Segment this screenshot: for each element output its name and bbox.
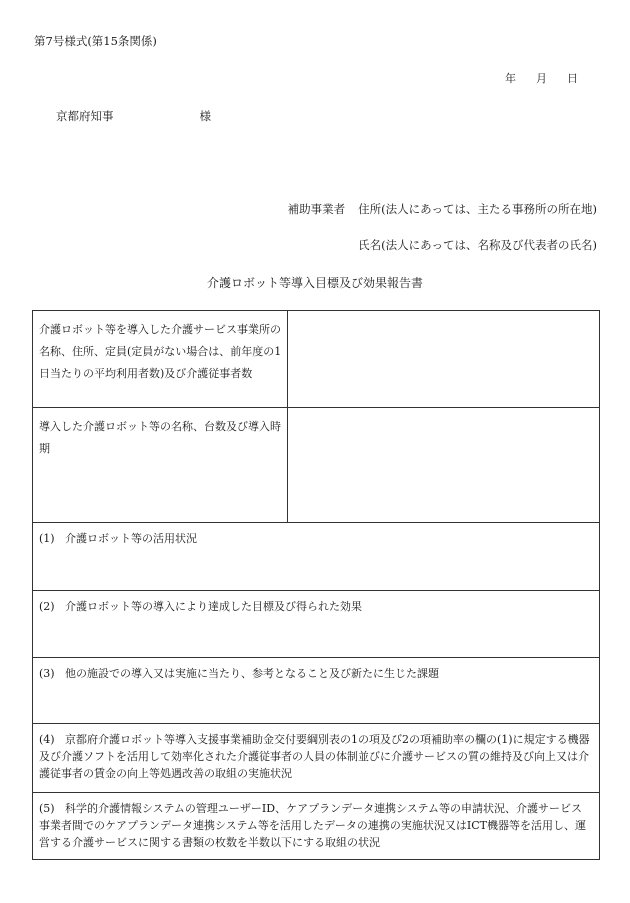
item-3-number: (3) — [39, 667, 55, 680]
date-year-label: 年 — [505, 72, 516, 85]
item-1-number: (1) — [39, 532, 55, 545]
date-day-label: 日 — [567, 72, 578, 85]
item-2-number: (2) — [39, 600, 55, 613]
addressee-name: 京都府知事 — [56, 109, 114, 123]
staffing-efficiency-cell[interactable] — [33, 724, 600, 793]
applicant-address-line — [288, 204, 597, 216]
applicant-label: 補助事業者 — [287, 202, 346, 216]
item-2-text: 介護ロボット等の導入により達成した目標及び得られた効果 — [65, 600, 362, 613]
date-line — [505, 73, 578, 84]
date-month-label: 月 — [536, 72, 547, 85]
achieved-goals-cell[interactable] — [33, 591, 600, 658]
item-4-number: (4) — [39, 733, 55, 746]
addressee-suffix: 様 — [199, 109, 211, 123]
item-2 — [33, 591, 599, 615]
address-label: 住所(法人にあっては、主たる事務所の所在地) — [358, 202, 597, 216]
item-5-number: (5) — [39, 802, 55, 815]
item-4-text: 京都府介護ロボット等導入支援事業補助金交付要綱別表の1の項及び2の項補助率の欄の(1)に規定する機器及び介護ソフトを活用して効率化された介護従事者の人員の体制並びに介護サービスの質の維持及び向上又は介護従事者の賃金の向上等処遇改善の取組の実施状況 — [39, 733, 590, 780]
facility-info-label-cell — [33, 311, 288, 408]
table-row — [33, 658, 600, 724]
table-row — [33, 311, 600, 408]
addressee — [56, 111, 211, 123]
robot-info-label-cell — [33, 408, 288, 523]
facility-info-input-cell[interactable] — [288, 311, 600, 408]
reference-issues-cell[interactable] — [33, 658, 600, 724]
item-4 — [33, 724, 599, 782]
table-row — [33, 724, 600, 793]
form-number: 第7号様式(第15条関係) — [34, 34, 157, 48]
table-row — [33, 793, 600, 860]
robot-info-label: 導入した介護ロボット等の名称、台数及び導入時期 — [39, 420, 281, 455]
utilization-status-cell[interactable] — [33, 523, 600, 591]
applicant-name-line: 氏名(法人にあっては、名称及び代表者の氏名) — [358, 238, 597, 252]
data-linkage-cell[interactable] — [33, 793, 600, 860]
table-row — [33, 523, 600, 591]
item-1 — [33, 523, 599, 547]
item-3 — [33, 658, 599, 682]
facility-info-label: 介護ロボット等を導入した介護サービス事業所の名称、住所、定員(定員がない場合は、前年度の1日当たりの平均利用者数)及び介護従事者数 — [39, 323, 282, 380]
document-title: 介護ロボット等導入目標及び効果報告書 — [206, 276, 423, 290]
table-row — [33, 408, 600, 523]
item-5-text: 科学的介護情報システムの管理ユーザーID、ケアプランデータ連携システム等の申請状況、介護サービス事業者間でのケアプランデータ連携システム等を活用したデータの連携の実施状況又はICT機器等を活用し、運営する介護サービスに関する書類の枚数を半数以下にする取組の状況 — [39, 802, 586, 849]
item-5 — [33, 793, 599, 851]
item-1-text: 介護ロボット等の活用状況 — [65, 532, 197, 545]
robot-info-input-cell[interactable] — [288, 408, 600, 523]
report-form-table — [32, 310, 600, 860]
table-row — [33, 591, 600, 658]
item-3-text: 他の施設での導入又は実施に当たり、参考となること及び新たに生じた課題 — [65, 667, 439, 680]
